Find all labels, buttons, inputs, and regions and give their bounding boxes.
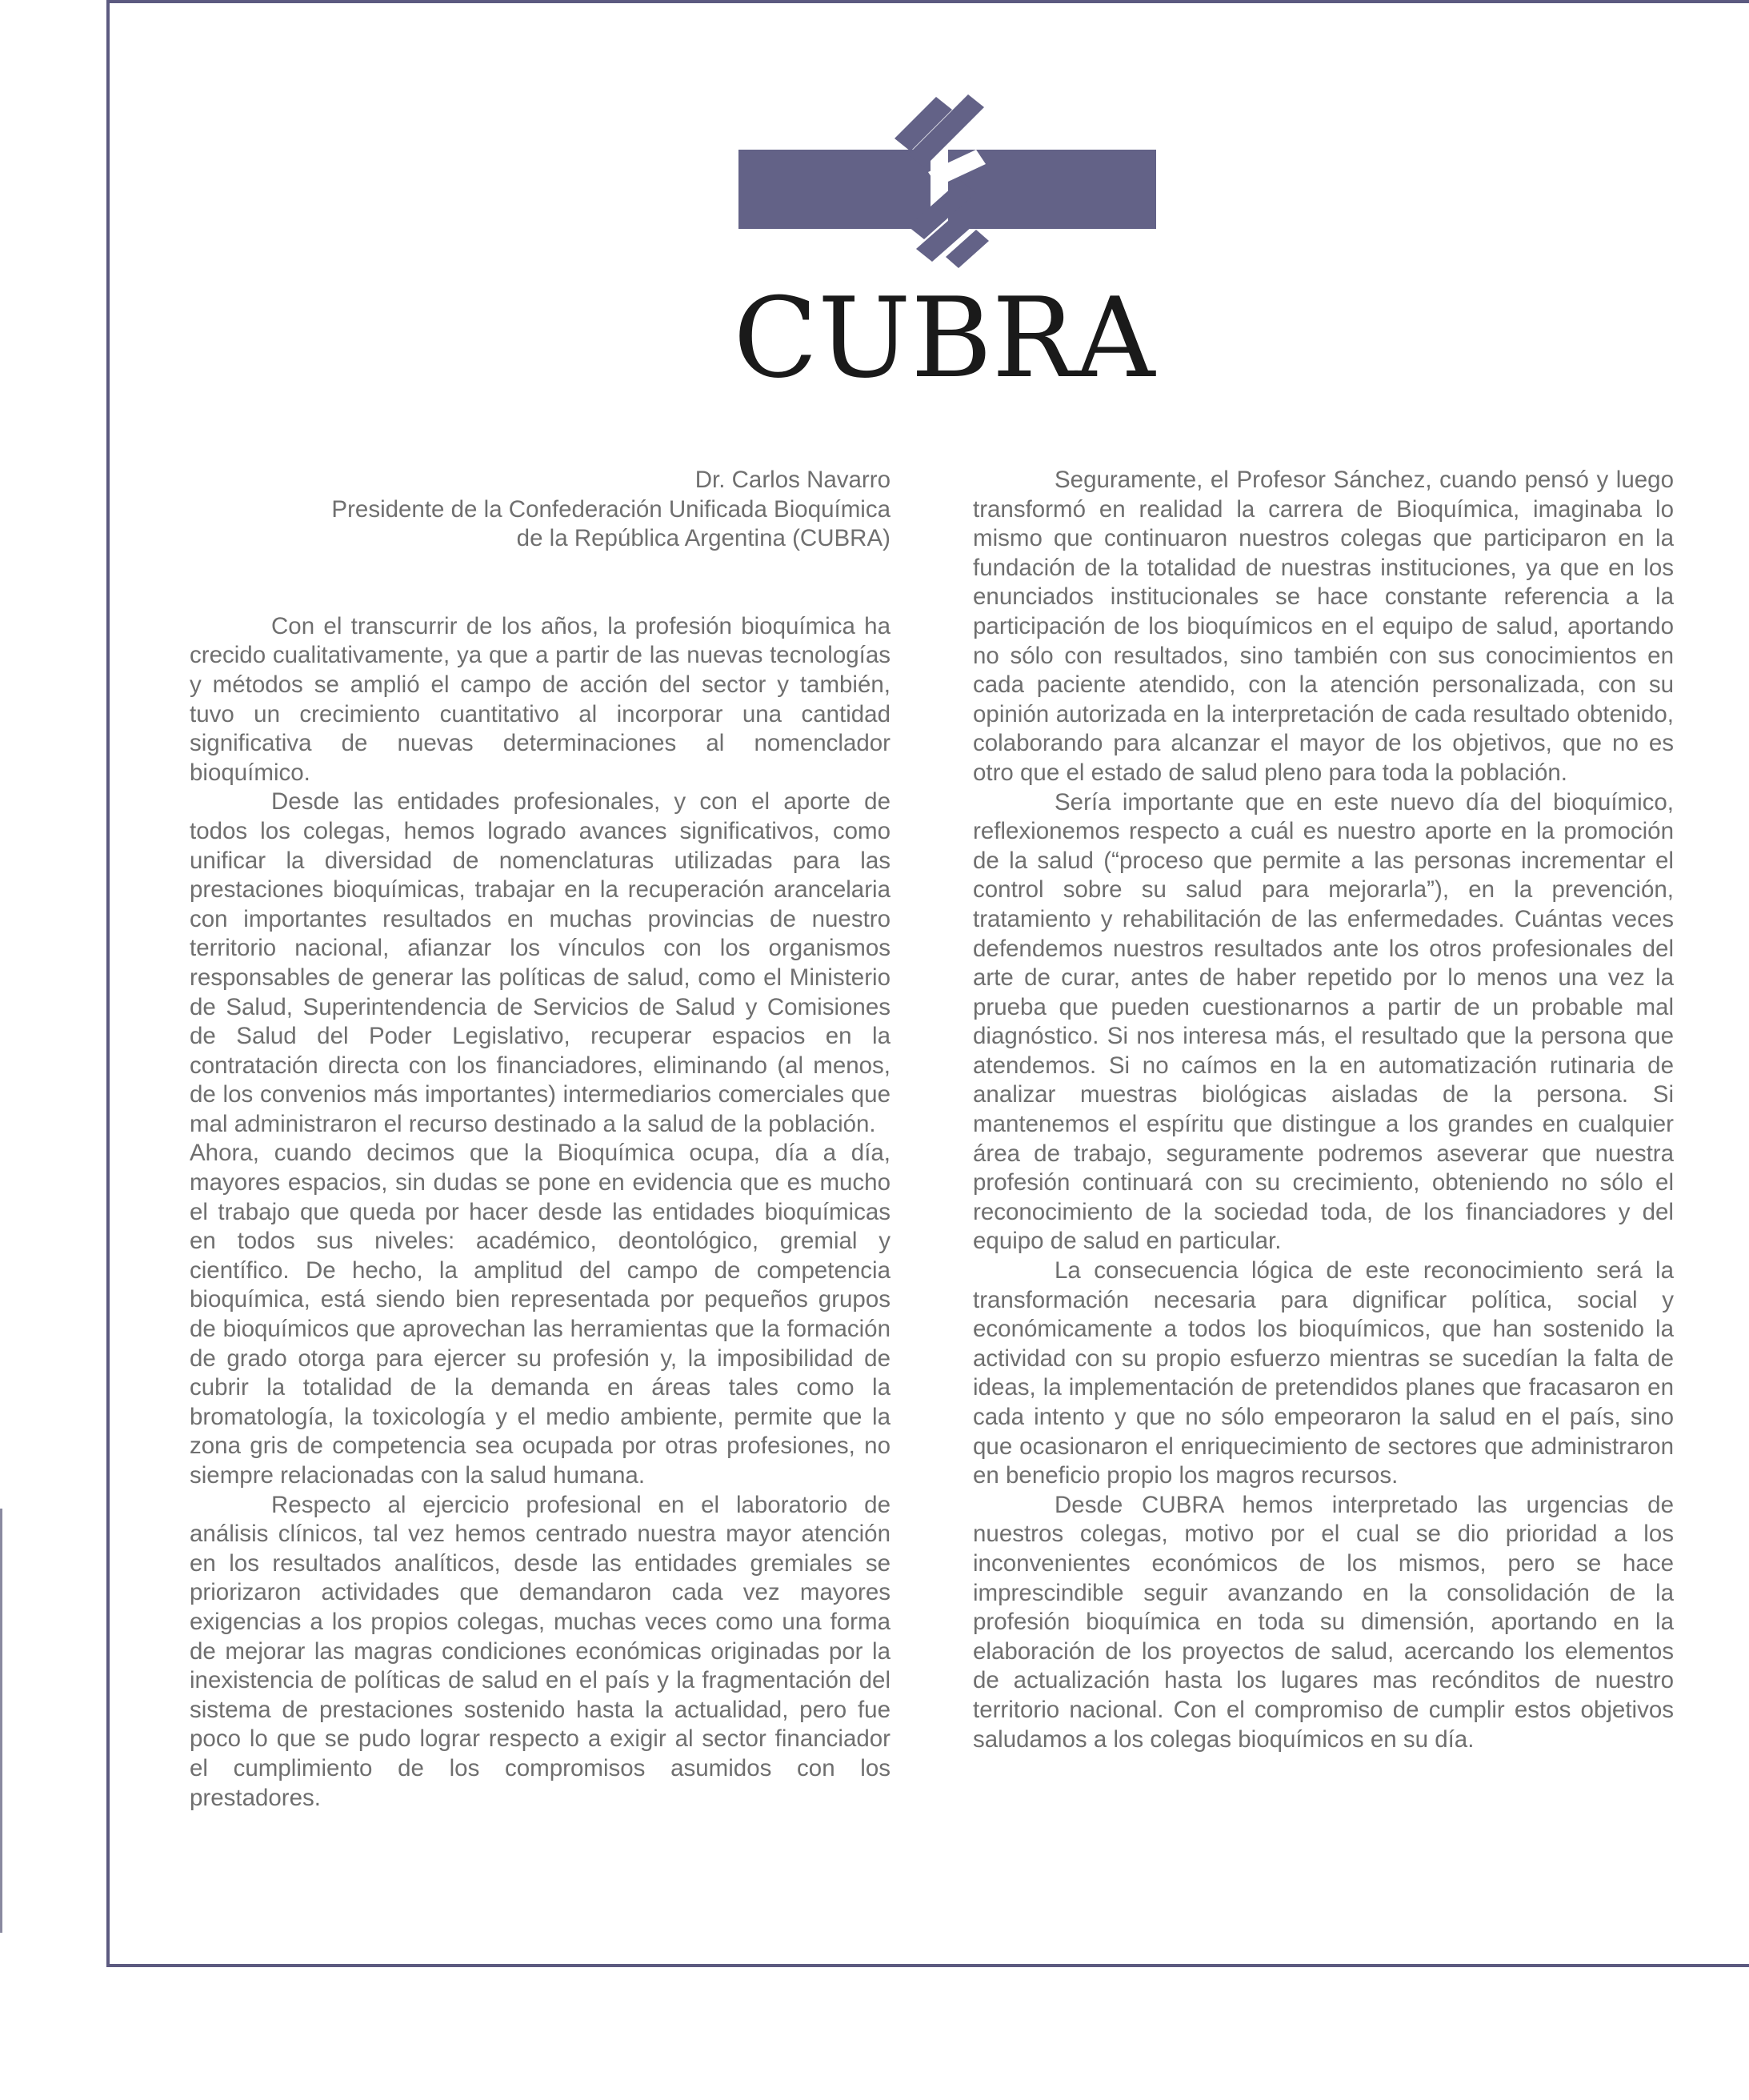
cubra-logo-mark — [736, 92, 1159, 276]
paragraph: Respecto al ejercicio profesional en el laboratorio de análisis clínicos, tal vez hemos centrado nuestra mayor atención en los resultados analíticos, desde las entidades gremiales se priorizaron actividades que demandaron cada vez mayores exigencias a los propios colegas, muchas veces como una forma de mejorar las magras condiciones económicas originadas por la inexistencia de políticas de salud en el país y la fragmentación del sistema de prestaciones sostenido hasta la actualidad, pero fue poco lo que se pudo lograr respecto a exigir al sector financiador el cumplimiento de los compromisos asumidos con los prestadores. — [190, 1491, 891, 1811]
paragraph: Ahora, cuando decimos que la Bioquímica ocupa, día a día, mayores espacios, sin dudas se pone en evidencia que es mucho el trabajo que queda por hacer desde las entidades bioquímicas en todos sus niveles: académico, deontológico, gremial y científico. De hecho, la amplitud del campo de competencia bioquímica, está siendo bien representada por pequeños grupos de bioquímicos que aprovechan las herramientas que la formación de grado otorga para ejercer su profesión y, la imposibilidad de cubrir la totalidad de la demanda en áreas tales como la bromatología, la toxicología y el medio ambiente, permite que la zona gris de competencia sea ocupada por otras profesiones, no siempre relacionadas con la salud humana. — [190, 1140, 891, 1489]
author-name: Dr. Carlos Navarro — [694, 467, 891, 493]
byline — [190, 466, 891, 554]
author-title-line1: Presidente de la Confederación Unificada Bioquímica — [331, 495, 891, 523]
paragraph: La consecuencia lógica de este reconocimiento será la transformación necesaria para dignificar política, social y económicamente a todos los bioquímicos, que han sostenido la actividad con su propio esfuerzo mientras se sucedían la falta de ideas, la implementación de pretendidos planes que fracasaron en cada intento y que no sólo empeoraron la salud en el país, sino que ocasionaron el enriquecimiento de sectores que administraron en beneficio propio los magros recursos. — [973, 1257, 1674, 1489]
logo-text: CUBRA — [733, 276, 1155, 396]
cubra-logo-wordmark — [720, 276, 1168, 396]
paragraph: Con el transcurrir de los años, la profesión bioquímica ha crecido cualitativamente, ya que a partir de las nuevas tecnologías y métodos se amplió el campo de acción del sector y también, tuvo un crecimiento cuantitativo al incorporar una cantidad significativa de nuevas determinaciones al nomenclador bioquímico. — [190, 612, 891, 786]
left-column — [190, 466, 891, 1813]
paragraph: Sería importante que en este nuevo día del bioquímico, reflexionemos respecto a cuál es nuestro aporte en la promoción de la salud (“proceso que permite a las personas incrementar el control sobre su salud para mejorarla”), en la prevención, tratamiento y rehabilitación de las enfermedades. Cuántas veces defendemos nuestros resultados ante los otros profesionales del arte de curar, antes de haber repetido por lo menos una vez la prueba que pueden cuestionarnos a partir de un probable mal diagnóstico. Si nos interesa más, el resultado que la persona que atendemos. Si no caímos en la en automatización rutinaria de analizar muestras biológicas aisladas de la persona. Si mantenemos el espíritu que distingue a los grandes en cualquier área de trabajo, seguramente podremos aseverar que nuestra profesión continuará con su crecimiento, obteniendo no sólo el reconocimiento de la sociedad toda, de los financiadores y del equipo de salud en particular. — [973, 788, 1674, 1255]
paragraph: Desde CUBRA hemos interpretado las urgencias de nuestros colegas, motivo por el cual se dio prioridad a los inconvenientes económicos de los mismos, pero se hace imprescindible seguir avanzando en la consolidación de la profesión bioquímica en toda su dimensión, aportando en la elaboración de los proyectos de salud, acercando los elementos de actualización hasta los lugares mas recónditos de nuestro territorio nacional. Con el compromiso de cumplir estos objetivos saludamos a los colegas bioquímicos en su día. — [973, 1491, 1674, 1753]
logo-band-left — [738, 150, 931, 229]
right-column — [973, 466, 1674, 1754]
author-title-line2: de la República Argentina (CUBRA) — [516, 525, 891, 552]
paragraph: Seguramente, el Profesor Sánchez, cuando pensó y luego transformó en realidad la carrera de Bioquímica, imaginaba lo mismo que continuaron nuestros colegas que participaron en la fundación de la totalidad de nuestras instituciones, ya que en los enunciados institucionales se hace constante referencia a la participación de los bioquímicos en el equipo de salud, aportando no sólo con resultados, sino también con sus conocimientos en cada paciente atendido, con la atención personalizada, con su opinión autorizada en la interpretación de cada resultado obtenido, colaborando para alcanzar el mayor de los objetivos, que no es otro que el estado de salud pleno para toda la población. — [973, 467, 1674, 786]
margin-rule — [0, 1509, 2, 1933]
paragraph: Desde las entidades profesionales, y con el aporte de todos los colegas, hemos logrado avances significativos, como unificar la diversidad de nomenclaturas utilizadas para las prestaciones bioquímicas, trabajar en la recuperación arancelaria con importantes resultados en muchas provincias de nuestro territorio nacional, afianzar los vínculos con los organismos responsables de generar las políticas de salud, como el Ministerio de Salud, Superintendencia de Servicios de Salud y Comisiones de Salud del Poder Legislativo, recuperar espacios en la contratación directa con los financiadores, eliminando (al menos, de los convenios más importantes) intermediarios comerciales que mal administraron el recurso destinado a la salud de la población. — [190, 788, 891, 1137]
